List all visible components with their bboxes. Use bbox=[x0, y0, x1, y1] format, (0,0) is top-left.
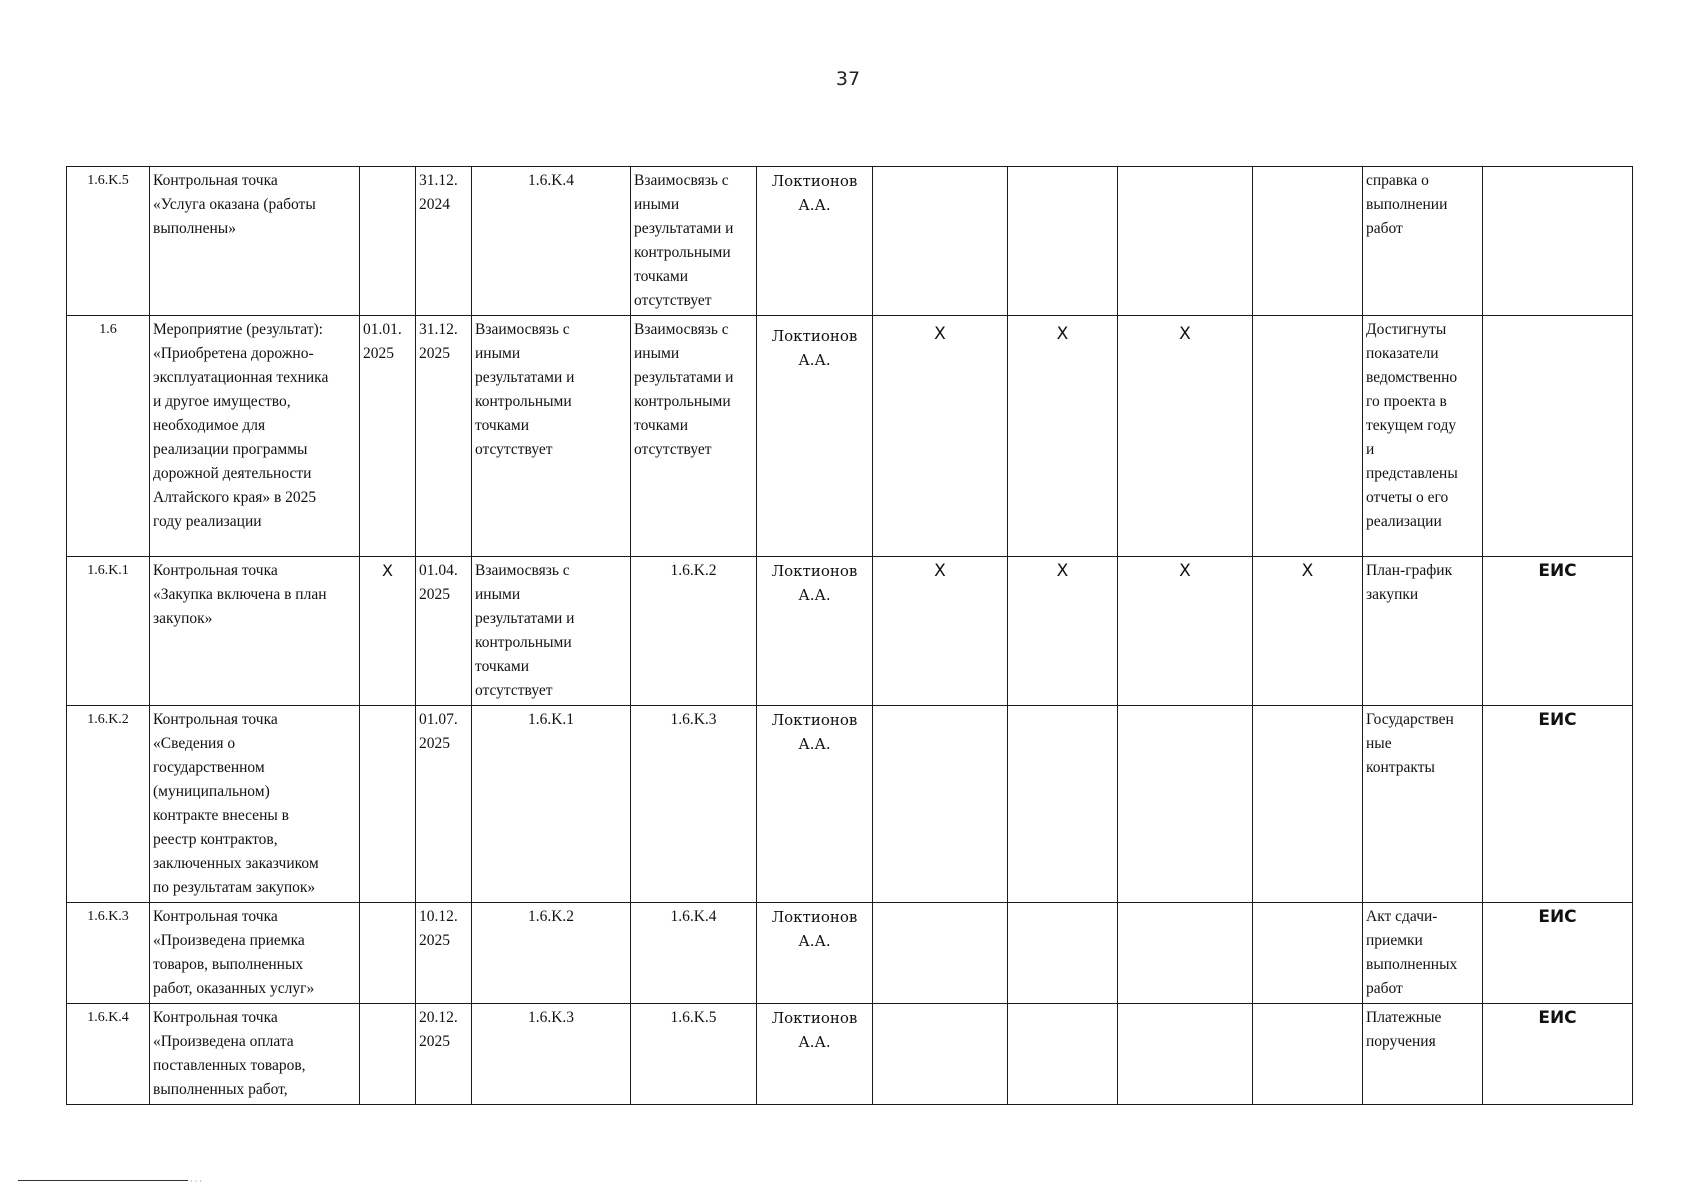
page-number: 37 bbox=[835, 68, 861, 90]
row-successor: 1.6.K.2 bbox=[631, 557, 757, 706]
row-mark-3 bbox=[1118, 167, 1253, 316]
row-start-date: X bbox=[360, 557, 416, 706]
footnote-separator bbox=[18, 1180, 188, 1181]
row-mark-4 bbox=[1253, 903, 1363, 1004]
row-name: Контрольная точка «Произведена оплата поставленных товаров, выполненных работ, bbox=[150, 1004, 360, 1105]
row-code: 1.6.K.4 bbox=[67, 1004, 150, 1105]
table-row bbox=[67, 706, 1633, 903]
footnote-separator-dots: ··· bbox=[190, 1177, 204, 1186]
row-mark-4 bbox=[1253, 706, 1363, 903]
row-successor: Взаимосвязь с иными результатами и контрольными точками отсутствует bbox=[631, 316, 757, 557]
row-end-date: 01.04. 2025 bbox=[416, 557, 472, 706]
row-responsible: Локтионов А.А. bbox=[757, 557, 873, 706]
row-code: 1.6.K.3 bbox=[67, 903, 150, 1004]
row-name: Контрольная точка «Произведена приемка товаров, выполненных работ, оказанных услуг» bbox=[150, 903, 360, 1004]
table-row bbox=[67, 557, 1633, 706]
row-mark-2 bbox=[1008, 903, 1118, 1004]
row-predecessor: 1.6.K.4 bbox=[472, 167, 631, 316]
row-name: Контрольная точка «Сведения о государственном (муниципальном) контракте внесены в реестр контрактов, заключенных заказчиком по результатам закупок» bbox=[150, 706, 360, 903]
row-end-date: 10.12. 2025 bbox=[416, 903, 472, 1004]
row-document: План-график закупки bbox=[1363, 557, 1483, 706]
row-successor: 1.6.K.4 bbox=[631, 903, 757, 1004]
row-mark-2 bbox=[1008, 167, 1118, 316]
row-system: ЕИС bbox=[1483, 903, 1633, 1004]
row-system: ЕИС bbox=[1483, 706, 1633, 903]
row-name: Мероприятие (результат): «Приобретена дорожно- эксплуатационная техника и другое имущество, необходимое для реализации программы дорожной деятельности Алтайского края» в 2025 году реализации bbox=[150, 316, 360, 557]
row-start-date bbox=[360, 167, 416, 316]
row-document: Платежные поручения bbox=[1363, 1004, 1483, 1105]
row-start-date bbox=[360, 706, 416, 903]
row-mark-1 bbox=[873, 706, 1008, 903]
row-responsible: Локтионов А.А. bbox=[757, 903, 873, 1004]
row-successor: 1.6.K.5 bbox=[631, 1004, 757, 1105]
table-row bbox=[67, 1004, 1633, 1105]
row-start-date bbox=[360, 1004, 416, 1105]
row-document: справка о выполнении работ bbox=[1363, 167, 1483, 316]
row-mark-2 bbox=[1008, 1004, 1118, 1105]
row-system: ЕИС bbox=[1483, 1004, 1633, 1105]
row-code: 1.6.K.5 bbox=[67, 167, 150, 316]
row-mark-4 bbox=[1253, 167, 1363, 316]
row-mark-2: X bbox=[1008, 557, 1118, 706]
table-row bbox=[67, 167, 1633, 316]
row-name: Контрольная точка «Услуга оказана (работы выполнены» bbox=[150, 167, 360, 316]
row-start-date bbox=[360, 903, 416, 1004]
row-document: Акт сдачи- приемки выполненных работ bbox=[1363, 903, 1483, 1004]
row-name: Контрольная точка «Закупка включена в план закупок» bbox=[150, 557, 360, 706]
row-mark-3: X bbox=[1118, 557, 1253, 706]
row-end-date: 31.12. 2025 bbox=[416, 316, 472, 557]
row-end-date: 20.12. 2025 bbox=[416, 1004, 472, 1105]
row-responsible: Локтионов А.А. bbox=[757, 316, 873, 557]
row-end-date: 31.12. 2024 bbox=[416, 167, 472, 316]
row-mark-1 bbox=[873, 903, 1008, 1004]
table-row bbox=[67, 903, 1633, 1004]
row-mark-3: X bbox=[1118, 316, 1253, 557]
row-system bbox=[1483, 167, 1633, 316]
row-code: 1.6 bbox=[67, 316, 150, 557]
row-code: 1.6.K.2 bbox=[67, 706, 150, 903]
row-mark-4 bbox=[1253, 1004, 1363, 1105]
row-mark-2 bbox=[1008, 706, 1118, 903]
row-responsible: Локтионов А.А. bbox=[757, 1004, 873, 1105]
row-responsible: Локтионов А.А. bbox=[757, 167, 873, 316]
row-predecessor: Взаимосвязь с иными результатами и контрольными точками отсутствует bbox=[472, 557, 631, 706]
row-mark-3 bbox=[1118, 1004, 1253, 1105]
row-predecessor: 1.6.K.2 bbox=[472, 903, 631, 1004]
row-mark-1 bbox=[873, 1004, 1008, 1105]
row-document: Государствен ные контракты bbox=[1363, 706, 1483, 903]
row-mark-3 bbox=[1118, 706, 1253, 903]
row-mark-2: X bbox=[1008, 316, 1118, 557]
row-code: 1.6.K.1 bbox=[67, 557, 150, 706]
row-system: ЕИС bbox=[1483, 557, 1633, 706]
row-predecessor: Взаимосвязь с иными результатами и контрольными точками отсутствует bbox=[472, 316, 631, 557]
row-mark-3 bbox=[1118, 903, 1253, 1004]
table-row bbox=[67, 316, 1633, 557]
row-successor: Взаимосвязь с иными результатами и контрольными точками отсутствует bbox=[631, 167, 757, 316]
row-mark-1: X bbox=[873, 557, 1008, 706]
row-document: Достигнуты показатели ведомственно го проекта в текущем году и представлены отчеты о его реализации bbox=[1363, 316, 1483, 557]
control-points-table bbox=[66, 166, 1633, 1105]
row-responsible: Локтионов А.А. bbox=[757, 706, 873, 903]
row-mark-1: X bbox=[873, 316, 1008, 557]
row-successor: 1.6.K.3 bbox=[631, 706, 757, 903]
row-end-date: 01.07. 2025 bbox=[416, 706, 472, 903]
row-system bbox=[1483, 316, 1633, 557]
row-predecessor: 1.6.K.3 bbox=[472, 1004, 631, 1105]
row-mark-4: X bbox=[1253, 557, 1363, 706]
row-mark-1 bbox=[873, 167, 1008, 316]
row-mark-4 bbox=[1253, 316, 1363, 557]
row-predecessor: 1.6.K.1 bbox=[472, 706, 631, 903]
row-start-date: 01.01. 2025 bbox=[360, 316, 416, 557]
